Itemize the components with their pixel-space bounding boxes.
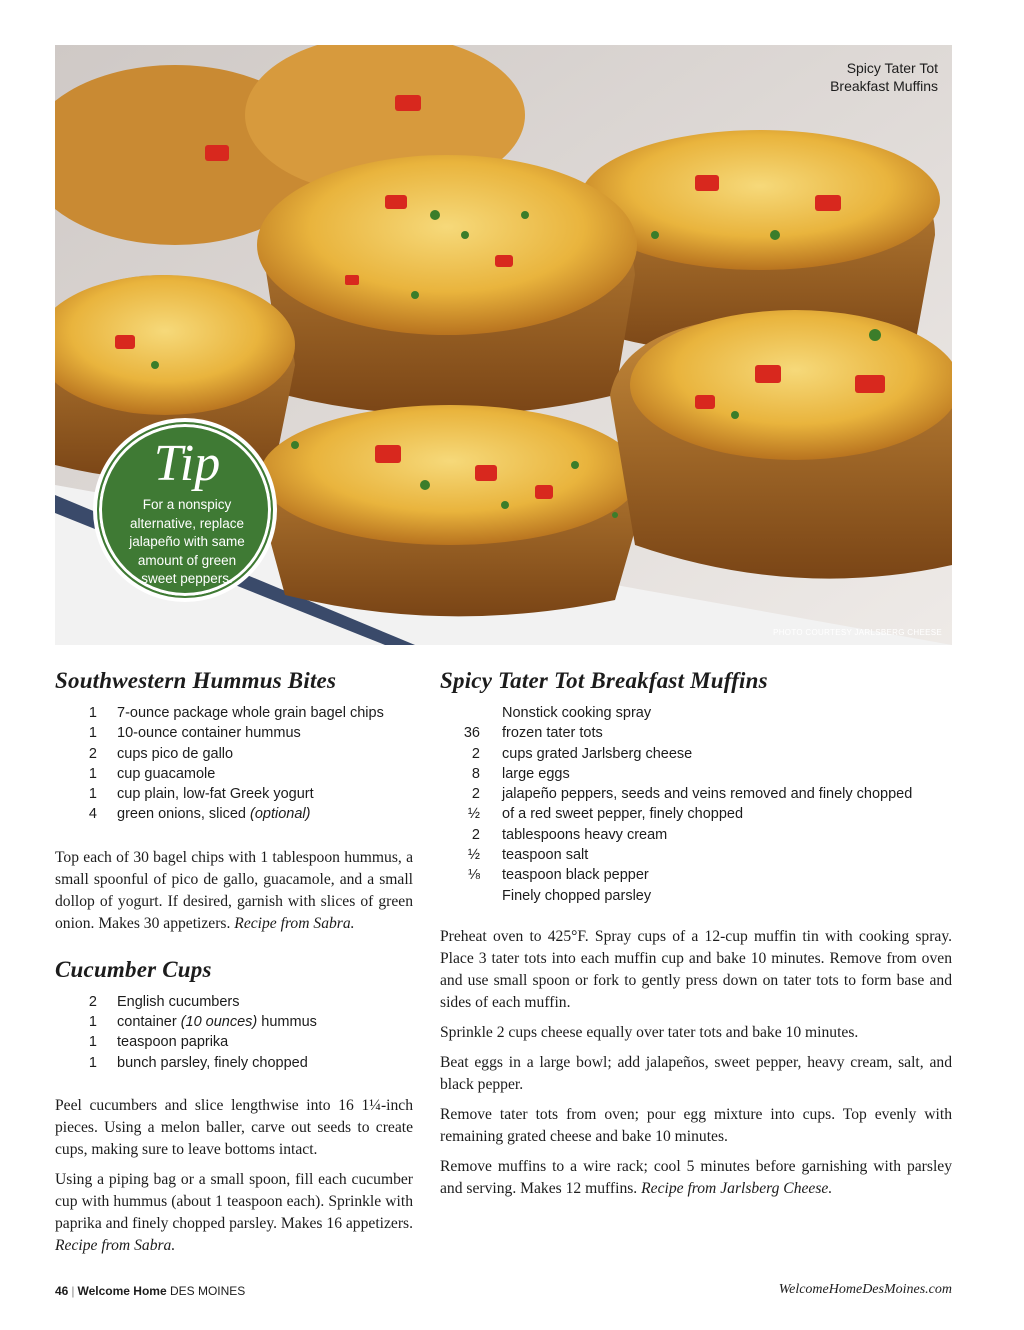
muffins-step-3: Beat eggs in a large bowl; add jalapeños, sweet pepper, heavy cream, salt, and black pepper. [440,1053,952,1093]
hummus-instructions [55,847,413,935]
ingredient-item: 7-ounce package whole grain bagel chips [117,705,384,721]
ingredient-row [55,784,413,804]
ingredient-qty: 2 [88,745,97,762]
magazine-city: DES MOINES [169,1284,246,1298]
ingredient-text: hummus [261,1014,317,1031]
ingredient-row [440,865,952,885]
cucumber-ingredients [55,992,413,1073]
ingredient-qty: 1 [88,725,97,742]
recipe-credit: Recipe from Sabra. [234,914,355,932]
ingredient-qty: 1 [88,765,97,782]
cucumber-step-2 [55,1169,413,1257]
ingredient-text: green onions, sliced [117,806,246,823]
footer-magazine [55,1284,245,1298]
ingredient-item: jalapeño peppers, seeds and veins removed and finely chopped [502,786,913,803]
ingredient-item: large eggs [502,765,570,782]
ingredient-qty: 2 [471,786,480,803]
ingredient-qty: 8 [471,765,480,782]
ingredient-item: cup plain, low-fat Greek yogurt [117,786,314,803]
ingredient-qty: ½ [467,847,480,864]
tip-circle [97,422,273,598]
hummus-title: Southwestern Hummus Bites [55,668,337,693]
ingredient-row [440,886,952,906]
ingredient-row [55,1012,413,1032]
ingredient-item: frozen tater tots [502,725,603,742]
ingredient-row [440,764,952,784]
ingredient-item: of a red sweet pepper, finely chopped [502,806,744,823]
ingredient-row [55,764,413,784]
ingredient-row [55,804,413,824]
ingredient-qty: 2 [471,745,480,762]
hummus-ingredients [55,703,413,825]
ingredient-qty [440,703,480,723]
ingredient-item [117,804,310,824]
ingredient-item: 10-ounce container hummus [117,725,301,742]
ingredient-row [55,1032,413,1052]
muffins-step-2: Sprinkle 2 cups cheese equally over tater tots and bake 10 minutes. [440,1023,859,1041]
ingredient-qty: 4 [88,806,97,823]
ingredient-row [55,992,413,1012]
ingredient-row [440,845,952,865]
ingredient-item: bunch parsley, finely chopped [117,1054,308,1071]
ingredient-row [440,784,952,804]
instructions-text: Using a piping bag or a small spoon, fill each cucumber cup with hummus (about 1 teaspoon each). Sprinkle with paprika and finely chopped parsley. Makes 16 appetizers. [55,1170,413,1232]
ingredient-qty: 1 [88,786,97,803]
tip-text: For a nonspicy alternative, replace jalapeño with same amount of green sweet peppers. [129,497,245,586]
ingredient-item: Finely chopped parsley [502,887,652,904]
page-number: 46 [55,1284,69,1298]
ingredient-qty [440,886,480,906]
ingredient-qty: ⅛ [467,867,480,884]
ingredient-note: (10 ounces) [180,1014,258,1031]
ingredient-item [117,1012,317,1032]
ingredient-item: English cucumbers [117,993,240,1010]
ingredient-qty: 1 [88,1014,97,1031]
photo-caption-line: Breakfast Muffins [830,78,938,94]
ingredient-qty: 36 [463,725,480,742]
ingredient-row [440,723,952,743]
cucumber-title: Cucumber Cups [55,956,212,982]
muffins-step-4: Remove tater tots from oven; pour egg mixture into cups. Top evenly with remaining grated cheese and bake 10 minutes. [440,1105,952,1145]
ingredient-qty: 1 [88,705,97,721]
cucumber-step-1: Peel cucumbers and slice lengthwise into 16 1¼-inch pieces. Using a melon baller, carve out seeds to create cups, making sure to leave bottoms intact. [55,1096,413,1158]
muffins-step-1: Preheat oven to 425°F. Spray cups of a 12-cup muffin tin with cooking spray. Place 3 tater tots into each muffin cup and bake 10 minutes. Remove from oven and use small spoon or fork to gently press down on tater tots to form base and sides of each muffin. [440,927,952,1011]
recipe-credit: Recipe from Jarlsberg Cheese. [641,1179,833,1197]
ingredient-row [55,744,413,764]
ingredient-item: Nonstick cooking spray [502,705,652,721]
footer-website-link[interactable]: WelcomeHomeDesMoines.com [778,1282,952,1297]
ingredient-row [440,825,952,845]
recipe-credit: Recipe from Sabra. [55,1236,176,1254]
ingredient-item: teaspoon paprika [117,1034,229,1051]
ingredient-item: cup guacamole [117,765,216,782]
ingredient-row [440,744,952,764]
right-column [440,664,952,1200]
ingredient-item: cups pico de gallo [117,745,234,762]
photo-caption-line: Spicy Tater Tot [846,60,938,76]
instructions-text: Top each of 30 bagel chips with 1 tablespoon hummus, a small spoonful of pico de gallo, guacamole, and a small dollop of yogurt. If desired, garnish with slices of green onion. Makes 30 appetizers. [55,848,413,932]
ingredient-qty: 1 [88,1034,97,1051]
ingredient-item: teaspoon black pepper [502,867,649,884]
ingredient-note: (optional) [250,806,311,823]
ingredient-row [440,804,952,824]
ingredient-item: tablespoons heavy cream [502,826,668,843]
ingredient-text: container [117,1014,177,1031]
ingredient-row [55,703,413,723]
photo-caption [830,59,938,95]
footer-separator: | [71,1284,75,1298]
ingredient-qty: 2 [471,826,480,843]
ingredient-row [440,703,952,723]
ingredient-qty: 2 [88,993,97,1010]
ingredient-row [55,723,413,743]
ingredient-item: cups grated Jarlsberg cheese [502,745,693,762]
tip-badge [93,418,277,602]
left-column [55,664,413,1257]
ingredient-row [55,1053,413,1073]
ingredient-item: teaspoon salt [502,847,589,864]
muffins-step-5 [440,1156,952,1200]
tip-title: Tip [153,435,221,492]
ingredient-qty: 1 [88,1054,97,1071]
muffins-ingredients [440,703,952,906]
ingredient-qty: ½ [467,806,480,823]
magazine-name: Welcome Home [77,1284,167,1298]
photo-credit: PHOTO COURTESY JARLSBERG CHEESE [773,628,942,637]
instructions-text: Remove muffins to a wire rack; cool 5 minutes before garnishing with parsley and serving. Makes 12 muffins. [440,1157,952,1197]
muffins-title: Spicy Tater Tot Breakfast Muffins [440,668,768,693]
